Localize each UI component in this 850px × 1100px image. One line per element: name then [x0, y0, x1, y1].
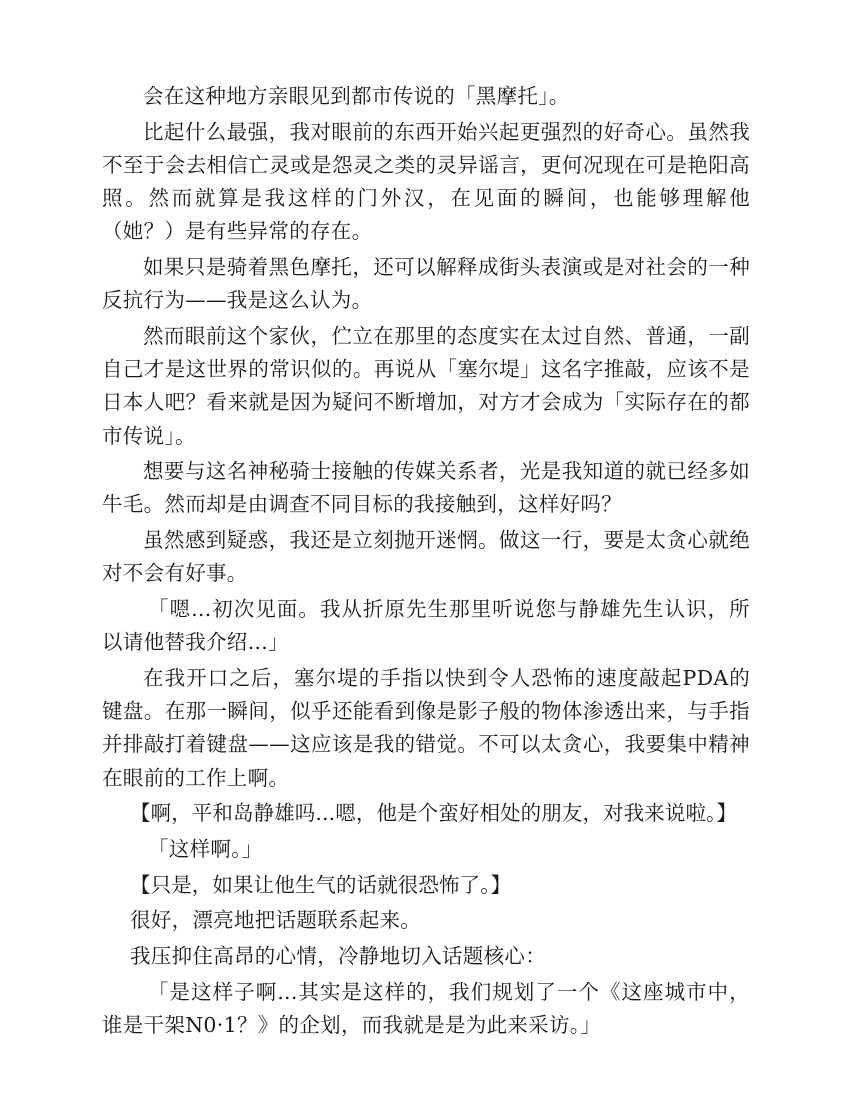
paragraph-bracket-speech: 【只是，如果让他生气的话就很恐怖了。】: [130, 872, 512, 897]
paragraph: 我压抑住高昂的心情，冷静地切入话题核心：: [130, 944, 546, 969]
paragraph-bracket-speech: 【啊，平和岛静雄吗...嗯，他是个蛮好相处的朋友，对我来说啦。】: [130, 801, 737, 826]
document-text-body: [102, 80, 750, 1042]
paragraph: 很好，漂亮地把话题联系起来。: [130, 908, 422, 933]
paragraph: 在我开口之后，塞尔堤的手指以快到令人恐怖的速度敲起PDA的键盘。在那一瞬间，似乎还能看到像是影子般的物体渗透出来，与手指并排敲打着键盘——这应该是我的错觉。不可以太贪心，我要集中精神在眼前的工作上啊。: [102, 665, 750, 790]
paragraph: 然而眼前这个家伙，伫立在那里的态度实在太过自然、普通，一副自己才是这世界的常识似的。再说从「塞尔堤」这名字推敲，应该不是日本人吧？看来就是因为疑问不断增加，对方才会成为「实际存在的都市传说」。: [102, 323, 750, 448]
paragraph: 会在这种地方亲眼见到都市传说的「黑摩托」。: [143, 84, 570, 108]
paragraph: 如果只是骑着黑色摩托，还可以解释成街头表演或是对社会的一种反抗行为——我是这么认为。: [102, 255, 750, 313]
paragraph: 想要与这名神秘骑士接触的传媒关系者，光是我知道的就已经多如牛毛。然而却是由调查不同目标的我接触到，这样好吗？: [102, 459, 750, 517]
paragraph: 虽然感到疑惑，我还是立刻抛开迷惘。做这一行，要是太贪心就绝对不会有好事。: [102, 528, 750, 586]
paragraph-dialogue: 「这样啊。」: [148, 836, 263, 861]
paragraph-dialogue: 「嗯...初次见面。我从折原先生那里听说您与静雄先生认识，所以请他替我介绍...」: [102, 597, 750, 655]
paragraph-dialogue: 「是这样子啊...其实是这样的，我们规划了一个《这座城市中，谁是干架N0·1？》的企划，而我就是是为此来采访。」: [102, 979, 750, 1037]
paragraph: 比起什么最强，我对眼前的东西开始兴起更强烈的好奇心。虽然我不至于会去相信亡灵或是怨灵之类的灵异谣言，更何况现在可是艳阳高照。然而就算是我这样的门外汉，在见面的瞬间，也能够理解他（她？）是有些异常的存在。: [102, 119, 750, 244]
